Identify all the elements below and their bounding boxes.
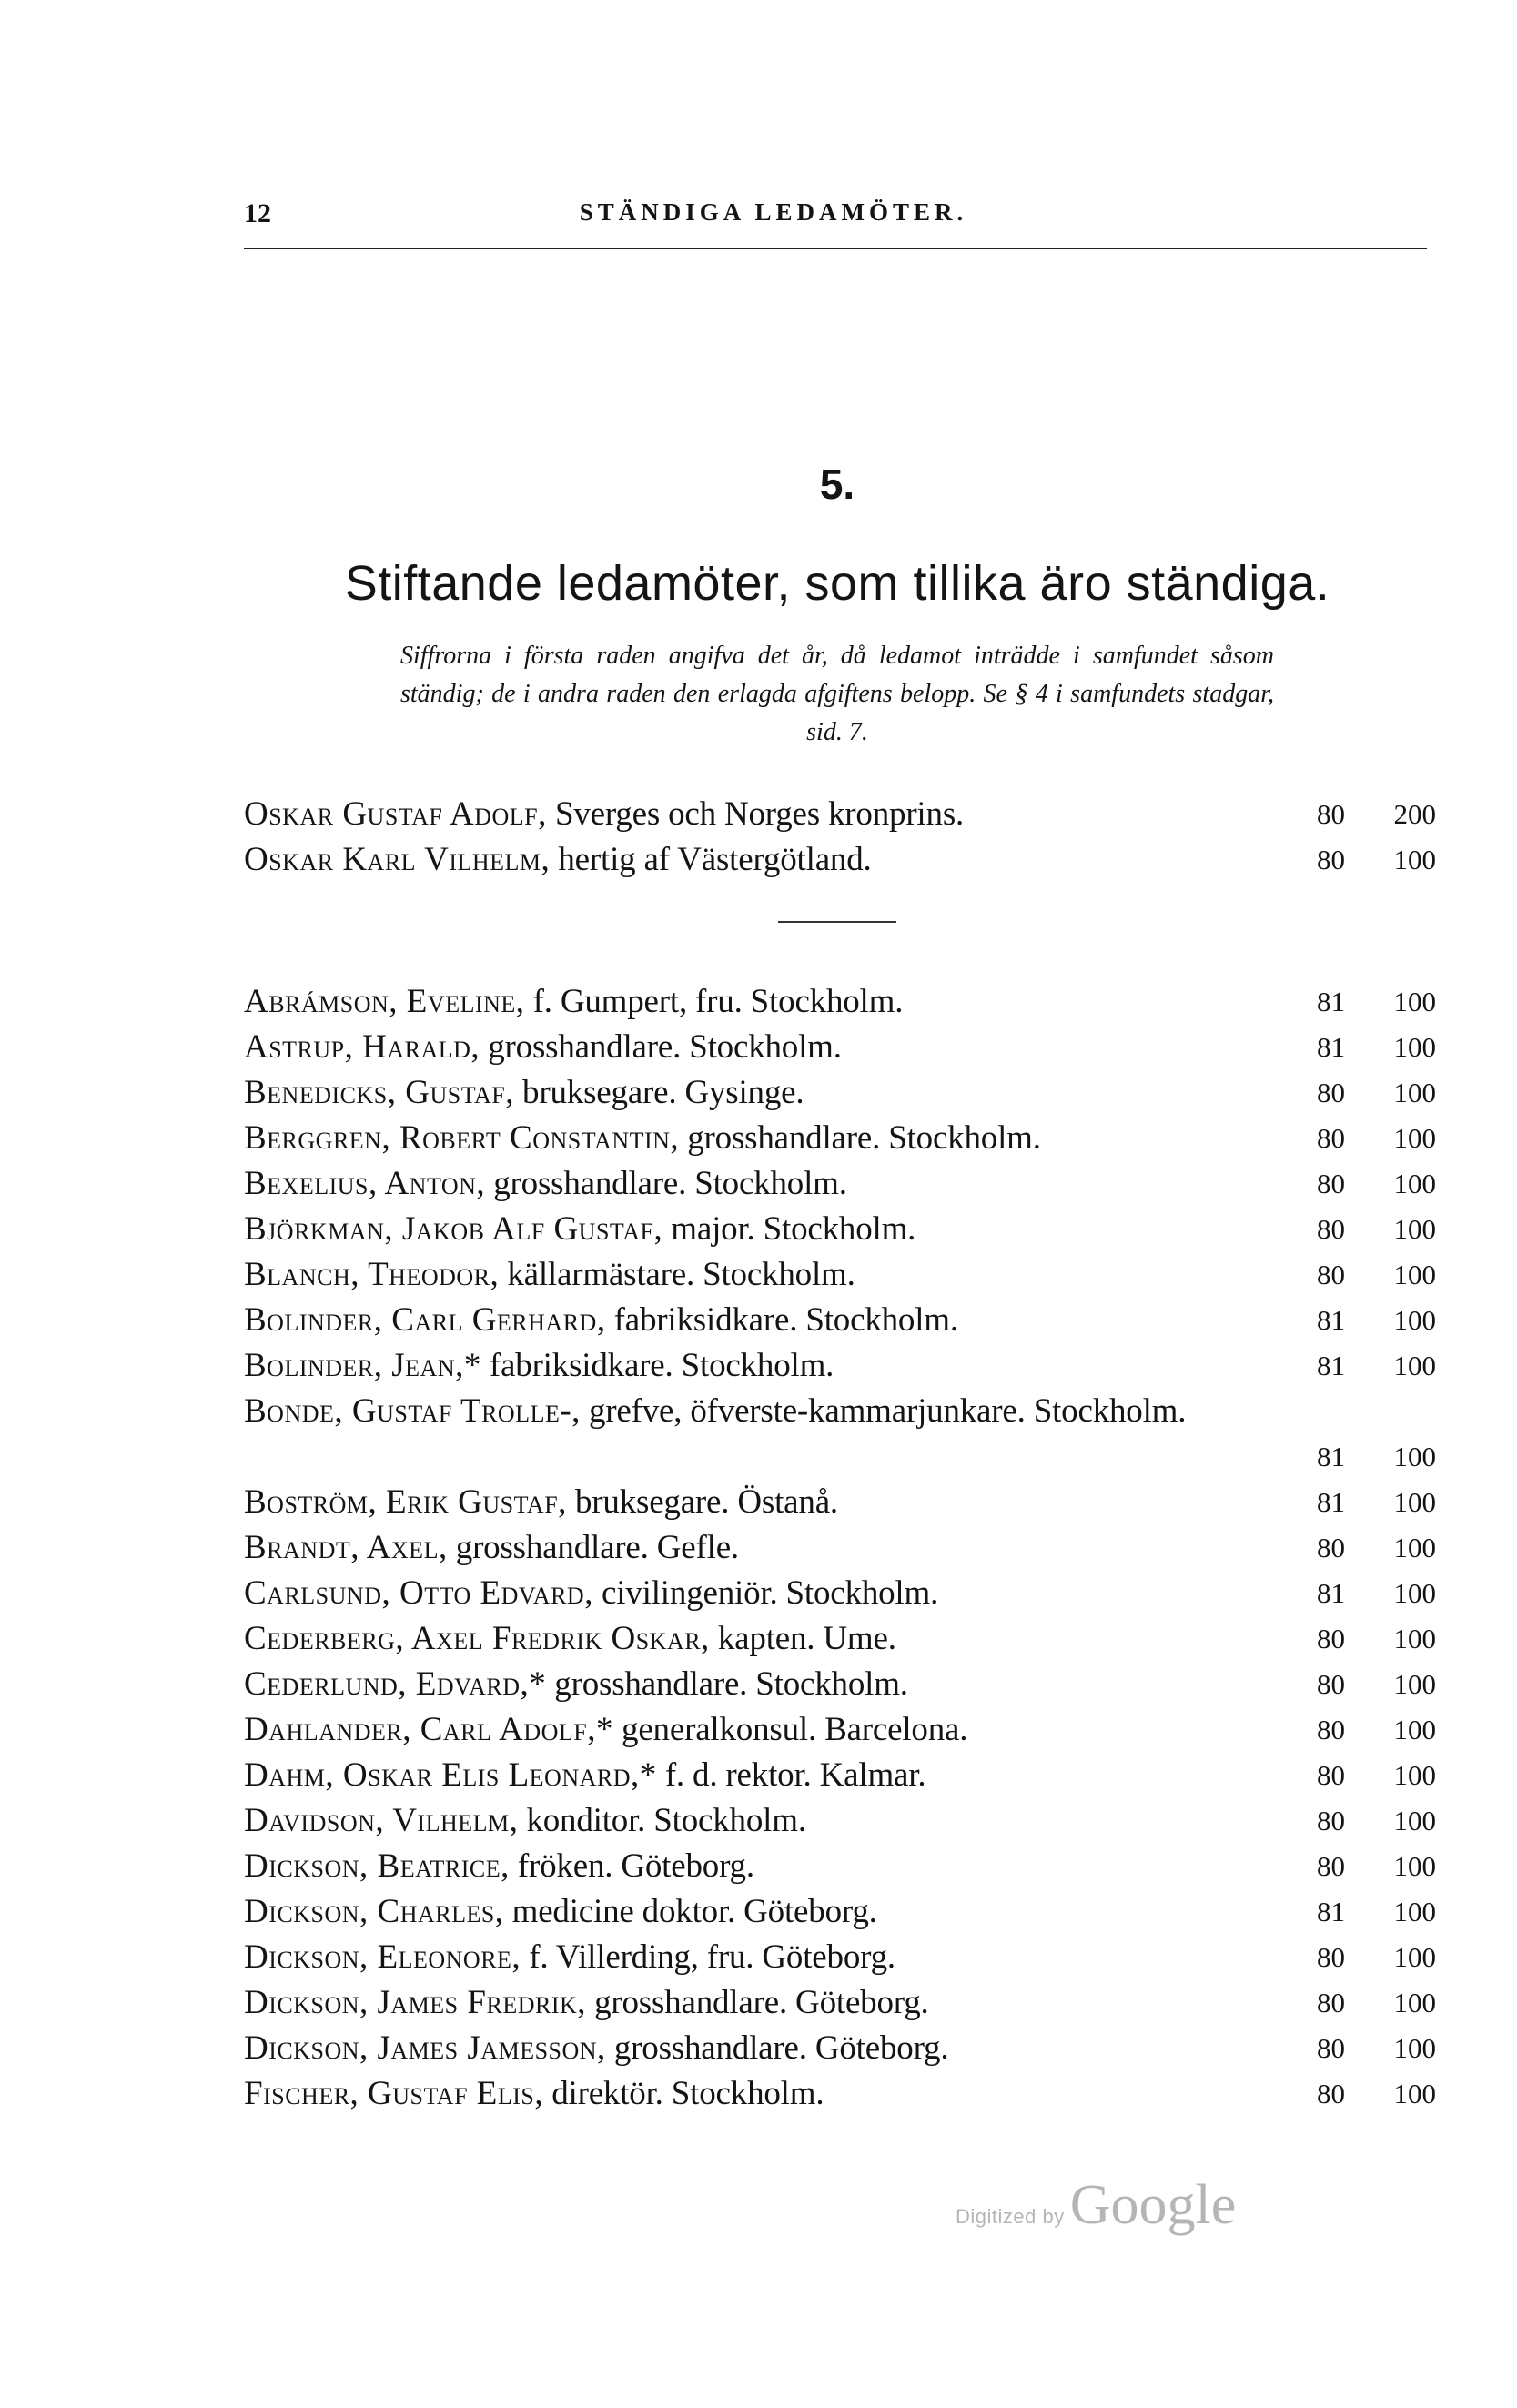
entry-year: 80 xyxy=(1317,2032,1345,2064)
member-name: Björkman, Jakob Alf Gustaf, xyxy=(244,1210,663,1248)
list-item xyxy=(244,1480,1436,1525)
member-name: Berggren, Robert Constantin, xyxy=(244,1119,680,1157)
entry-fee: 100 xyxy=(1393,1759,1436,1791)
list-item xyxy=(244,1343,1436,1389)
entry-year: 81 xyxy=(1317,1441,1345,1472)
entry-year: 81 xyxy=(1317,1896,1345,1927)
list-item xyxy=(244,1298,1436,1343)
entry-text xyxy=(244,1616,1289,1662)
entry-text xyxy=(244,1389,1289,1434)
entry-fee: 100 xyxy=(1393,1441,1436,1472)
entry-text xyxy=(244,1571,1289,1616)
list-item xyxy=(244,1798,1436,1844)
list-item xyxy=(244,2026,1436,2071)
entry-text xyxy=(244,1844,1289,1889)
member-name: Boström, Erik Gustaf, xyxy=(244,1483,567,1521)
member-description: grefve, öfverste-kammarjunkare. Stockholm. xyxy=(588,1392,1187,1430)
member-name: Astrup, Harald, xyxy=(244,1028,480,1066)
list-item xyxy=(244,1662,1436,1707)
entry-year: 80 xyxy=(1317,1623,1345,1654)
entry-fee: 100 xyxy=(1393,1850,1436,1882)
entry-text xyxy=(244,837,1289,883)
entry-year: 80 xyxy=(1317,798,1345,830)
entry-fee: 100 xyxy=(1393,1122,1436,1154)
entry-year: 80 xyxy=(1317,1122,1345,1154)
member-name: Cederlund, Edvard,* xyxy=(244,1665,547,1703)
watermark-brand: Google xyxy=(1069,2174,1237,2236)
member-description: konditor. Stockholm. xyxy=(526,1802,806,1839)
entry-fee: 100 xyxy=(1393,1941,1436,1973)
entry-year: 80 xyxy=(1317,1668,1345,1700)
entry-year: 80 xyxy=(1317,1714,1345,1745)
member-name: Dickson, Charles, xyxy=(244,1893,504,1930)
entry-text xyxy=(244,792,1289,837)
entry-year: 81 xyxy=(1317,1486,1345,1518)
member-description: grosshandlare. Gefle. xyxy=(455,1529,739,1566)
running-head: STÄNDIGA LEDAMÖTER. xyxy=(579,198,968,226)
member-description: Sverges och Norges kronprins. xyxy=(554,795,965,833)
entry-text xyxy=(244,1980,1289,2026)
entry-year: 80 xyxy=(1317,1213,1345,1245)
list-item xyxy=(244,1025,1436,1070)
section-note: Siffrorna i första raden angifva det år, då ledamot inträdde i samfundet såsom ständig; de i andra raden den erlagda afgiftens belopp. Se § 4 i samfundets stadgar, sid. 7. xyxy=(400,642,1274,746)
entry-fee: 100 xyxy=(1393,1623,1436,1654)
list-item xyxy=(244,1616,1436,1662)
entry-fee: 100 xyxy=(1393,1805,1436,1836)
entry-text xyxy=(244,1935,1289,1980)
entry-year: 80 xyxy=(1317,2078,1345,2110)
member-description: grosshandlare. Stockholm. xyxy=(493,1165,847,1202)
member-description: grosshandlare. Göteborg. xyxy=(594,1984,929,2021)
entry-year: 80 xyxy=(1317,1941,1345,1973)
list-item xyxy=(244,837,1436,883)
entry-year: 80 xyxy=(1317,1077,1345,1108)
member-name: Benedicks, Gustaf, xyxy=(244,1074,514,1111)
entry-year: 80 xyxy=(1317,1759,1345,1791)
entry-text xyxy=(244,1889,1289,1935)
entry-text xyxy=(244,1070,1289,1116)
member-description: civilingeniör. Stockholm. xyxy=(602,1574,939,1612)
header-rule xyxy=(244,248,1427,249)
entry-text xyxy=(244,1116,1289,1161)
member-name: Dahm, Oskar Elis Leonard,* xyxy=(244,1756,657,1794)
entry-text xyxy=(244,2026,1289,2071)
list-item xyxy=(244,1571,1436,1616)
member-description: fabriksidkare. Stockholm. xyxy=(613,1301,958,1339)
entry-fee: 100 xyxy=(1393,1168,1436,1199)
member-name: Dickson, Eleonore, xyxy=(244,1938,521,1976)
entry-text xyxy=(244,1025,1289,1070)
member-name: Bolinder, Jean,* xyxy=(244,1347,481,1384)
royal-list xyxy=(244,792,1436,883)
entry-text xyxy=(244,1525,1289,1571)
google-watermark xyxy=(956,2173,1320,2238)
member-description: grosshandlare. Stockholm. xyxy=(554,1665,908,1703)
entry-text xyxy=(244,1798,1289,1844)
entry-year: 80 xyxy=(1317,1532,1345,1563)
entry-text xyxy=(244,1662,1289,1707)
watermark-prefix: Digitized by xyxy=(956,2205,1065,2228)
member-description: medicine doktor. Göteborg. xyxy=(511,1893,877,1930)
list-item xyxy=(244,2071,1436,2117)
entry-text xyxy=(244,1161,1289,1207)
entry-fee: 100 xyxy=(1393,2032,1436,2064)
list-item xyxy=(244,1980,1436,2026)
entry-fee: 100 xyxy=(1393,1077,1436,1108)
member-name: Davidson, Vilhelm, xyxy=(244,1802,519,1839)
entry-year: 81 xyxy=(1317,1350,1345,1381)
entry-fee: 100 xyxy=(1393,1213,1436,1245)
entry-fee: 100 xyxy=(1393,844,1436,875)
member-name: Dickson, Beatrice, xyxy=(244,1847,510,1885)
member-description: f. d. rektor. Kalmar. xyxy=(664,1756,926,1794)
member-name: Oskar Gustaf Adolf, xyxy=(244,795,547,833)
entry-text xyxy=(244,979,1289,1025)
entry-fee: 100 xyxy=(1393,1668,1436,1700)
member-name: Brandt, Axel, xyxy=(244,1529,448,1566)
member-name: Blanch, Theodor, xyxy=(244,1256,500,1293)
entry-fee: 100 xyxy=(1393,1896,1436,1927)
member-description: f. Gumpert, fru. Stockholm. xyxy=(532,983,904,1020)
list-item xyxy=(244,1844,1436,1889)
member-description: major. Stockholm. xyxy=(671,1210,916,1248)
list-item xyxy=(244,1116,1436,1161)
entry-year: 81 xyxy=(1317,1304,1345,1336)
section-number: 5. xyxy=(819,460,855,508)
member-name: Abrámson, Eveline, xyxy=(244,983,525,1020)
member-name: Dahlander, Carl Adolf,* xyxy=(244,1711,613,1748)
list-item xyxy=(244,1935,1436,1980)
entry-fee: 100 xyxy=(1393,1031,1436,1063)
member-description: bruksegare. Östanå. xyxy=(574,1483,838,1521)
entry-year: 80 xyxy=(1317,1987,1345,2018)
member-name: Bolinder, Carl Gerhard, xyxy=(244,1301,606,1339)
list-item xyxy=(244,1070,1436,1116)
member-description: kapten. Ume. xyxy=(717,1620,896,1657)
list-item xyxy=(244,1389,1436,1480)
entry-fee: 100 xyxy=(1393,1987,1436,2018)
entry-year: 80 xyxy=(1317,1850,1345,1882)
member-list xyxy=(244,979,1436,2117)
entry-fee: 200 xyxy=(1393,798,1436,830)
list-item xyxy=(244,1889,1436,1935)
member-name: Dickson, James Jamesson, xyxy=(244,2029,606,2067)
entry-fee: 100 xyxy=(1393,1577,1436,1609)
section-title: Stiftande ledamöter, som tillika äro ständiga. xyxy=(344,556,1330,611)
entry-fee: 100 xyxy=(1393,1714,1436,1745)
member-description: hertig af Västergötland. xyxy=(558,841,872,878)
member-description: f. Villerding, fru. Göteborg. xyxy=(529,1938,895,1976)
member-description: källarmästare. Stockholm. xyxy=(507,1256,855,1293)
member-name: Carlsund, Otto Edvard, xyxy=(244,1574,593,1612)
member-name: Bexelius, Anton, xyxy=(244,1165,486,1202)
member-description: grosshandlare. Stockholm. xyxy=(687,1119,1041,1157)
entry-text xyxy=(244,2071,1289,2117)
member-name: Fischer, Gustaf Elis, xyxy=(244,2075,544,2112)
entry-text xyxy=(244,1480,1289,1525)
member-description: grosshandlare. Stockholm. xyxy=(488,1028,842,1066)
entry-year: 80 xyxy=(1317,1805,1345,1836)
list-item xyxy=(244,1161,1436,1207)
entry-fee: 100 xyxy=(1393,1532,1436,1563)
list-item xyxy=(244,1207,1436,1252)
list-item xyxy=(244,1252,1436,1298)
member-description: fröken. Göteborg. xyxy=(517,1847,754,1885)
entry-year: 81 xyxy=(1317,1577,1345,1609)
member-description: fabriksidkare. Stockholm. xyxy=(489,1347,834,1384)
entry-year: 81 xyxy=(1317,1031,1345,1063)
entry-text xyxy=(244,1252,1289,1298)
entry-year: 81 xyxy=(1317,986,1345,1017)
entry-text xyxy=(244,1343,1289,1389)
entry-year: 80 xyxy=(1317,1168,1345,1199)
entry-text xyxy=(244,1707,1289,1753)
entry-fee: 100 xyxy=(1393,2078,1436,2110)
entry-fee: 100 xyxy=(1393,1486,1436,1518)
list-item xyxy=(244,1753,1436,1798)
member-name: Cederberg, Axel Fredrik Oskar, xyxy=(244,1620,710,1657)
member-description: direktör. Stockholm. xyxy=(551,2075,824,2112)
list-item xyxy=(244,1707,1436,1753)
member-name: Dickson, James Fredrik, xyxy=(244,1984,586,2021)
entry-fee: 100 xyxy=(1393,1259,1436,1290)
entry-year: 80 xyxy=(1317,1259,1345,1290)
entry-fee: 100 xyxy=(1393,986,1436,1017)
list-item xyxy=(244,1525,1436,1571)
list-item xyxy=(244,979,1436,1025)
member-name: Bonde, Gustaf Trolle-, xyxy=(244,1392,581,1430)
member-description: generalkonsul. Barcelona. xyxy=(622,1711,968,1748)
entry-fee: 100 xyxy=(1393,1350,1436,1381)
member-description: grosshandlare. Göteborg. xyxy=(613,2029,949,2067)
list-item xyxy=(244,792,1436,837)
entry-year: 80 xyxy=(1317,844,1345,875)
entry-text xyxy=(244,1207,1289,1252)
list-divider xyxy=(778,921,896,923)
member-description: bruksegare. Gysinge. xyxy=(522,1074,804,1111)
entry-text xyxy=(244,1298,1289,1343)
member-name: Oskar Karl Vilhelm, xyxy=(244,841,551,878)
entry-text xyxy=(244,1753,1289,1798)
entry-fee: 100 xyxy=(1393,1304,1436,1336)
page-number: 12 xyxy=(244,198,271,228)
